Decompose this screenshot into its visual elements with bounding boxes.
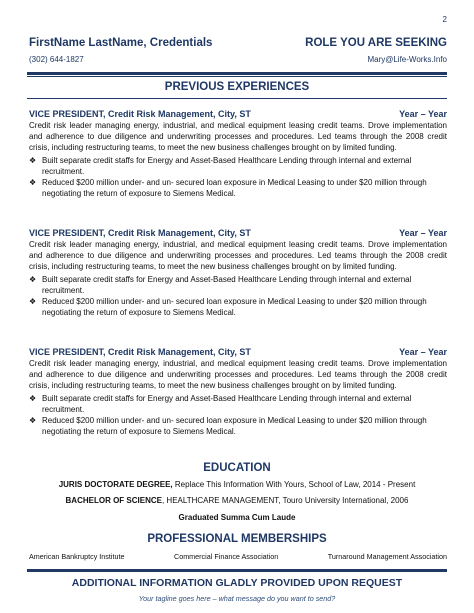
memberships-heading: PROFESSIONAL MEMBERSHIPS — [147, 533, 327, 545]
header-rule-thin — [27, 76, 447, 77]
header-rule — [27, 72, 447, 75]
job-bullet: ❖ Reduced $200 million under- and un- secured loan exposure in Medical Leasing to under $20 million through negotiating the return of exposure to Siemens Medical. — [29, 178, 427, 199]
experience-rule — [27, 98, 447, 99]
diamond-bullet-icon: ❖ — [29, 393, 37, 403]
footer-title: ADDITIONAL INFORMATION GLADLY PROVIDED UPON REQUEST — [71, 577, 403, 589]
job-description: Credit risk leader managing energy, industrial, and medical equipment leasing credit teams. Drove implementation and adherence to due diligence and underwriting processes and procedures. Led teams through the 2008 credit crisis, including restructuring teams, to meet the new business challenges brought on by limited funding. — [29, 240, 447, 272]
target-role: ROLE YOU ARE SEEKING — [305, 37, 447, 49]
diamond-bullet-icon: ❖ — [29, 416, 37, 426]
education-degree-1: JURIS DOCTORATE DEGREE, Replace This Information With Yours, School of Law, 2014 - Present — [58, 480, 416, 489]
education-degree-2: BACHELOR OF SCIENCE, HEALTHCARE MANAGEMENT, Touro University International, 2006 — [65, 496, 409, 505]
membership-item: Commercial Finance Association — [174, 552, 279, 561]
education-honor: Graduated Summa Cum Laude — [178, 513, 296, 522]
education-heading: EDUCATION — [203, 462, 271, 474]
footer-rule — [27, 569, 447, 572]
diamond-bullet-icon: ❖ — [29, 178, 37, 188]
membership-item: Turnaround Management Association — [327, 552, 447, 561]
memberships-list — [29, 552, 447, 561]
job-dates: Year – Year — [399, 109, 447, 119]
job-dates: Year – Year — [399, 347, 447, 357]
candidate-name: FirstName LastName, Credentials — [29, 37, 213, 49]
job-bullet: ❖ Built separate credit staffs for Energy and Asset-Based Healthcare Lending through internal and external recruitment. — [29, 393, 412, 414]
job-title: VICE PRESIDENT, Credit Risk Management, City, ST — [29, 347, 251, 357]
job-entry — [29, 228, 447, 318]
job-description: Credit risk leader managing energy, industrial, and medical equipment leasing credit teams. Drove implementation and adherence to due diligence and underwriting processes and procedures. Led teams through the 2008 credit crisis, including restructuring teams, to meet the new business challenges brought on by limited funding. — [29, 359, 447, 391]
job-title: VICE PRESIDENT, Credit Risk Management, City, ST — [29, 109, 251, 119]
job-bullet: ❖ Built separate credit staffs for Energy and Asset-Based Healthcare Lending through internal and external recruitment. — [29, 274, 412, 295]
job-bullet: ❖ Reduced $200 million under- and un- secured loan exposure in Medical Leasing to under $20 million through negotiating the return of exposure to Siemens Medical. — [29, 297, 427, 318]
job-bullet: ❖ Reduced $200 million under- and un- secured loan exposure in Medical Leasing to under $20 million through negotiating the return of exposure to Siemens Medical. — [29, 416, 427, 437]
experience-heading: PREVIOUS EXPERIENCES — [164, 81, 310, 93]
job-entry — [29, 347, 447, 437]
diamond-bullet-icon: ❖ — [29, 297, 37, 307]
diamond-bullet-icon: ❖ — [29, 274, 37, 284]
job-entry — [29, 109, 447, 199]
job-bullet: ❖ Built separate credit staffs for Energy and Asset-Based Healthcare Lending through internal and external recruitment. — [29, 155, 412, 176]
email-address: Mary@Life-Works.Info — [367, 55, 447, 64]
phone-number: (302) 644-1827 — [29, 55, 84, 64]
tagline: Your tagline goes here – what message do you want to send? — [138, 594, 336, 603]
job-title: VICE PRESIDENT, Credit Risk Management, City, ST — [29, 228, 251, 238]
page-number: 2 — [442, 15, 447, 24]
diamond-bullet-icon: ❖ — [29, 155, 37, 165]
job-description: Credit risk leader managing energy, industrial, and medical equipment leasing credit teams. Drove implementation and adherence to due diligence and underwriting processes and procedures. Led teams through the 2008 credit crisis, including restructuring teams, to meet the new business challenges brought on by limited funding. — [29, 121, 447, 153]
job-dates: Year – Year — [399, 228, 447, 238]
membership-item: American Bankruptcy Institute — [29, 552, 125, 561]
resume-header — [29, 37, 447, 64]
